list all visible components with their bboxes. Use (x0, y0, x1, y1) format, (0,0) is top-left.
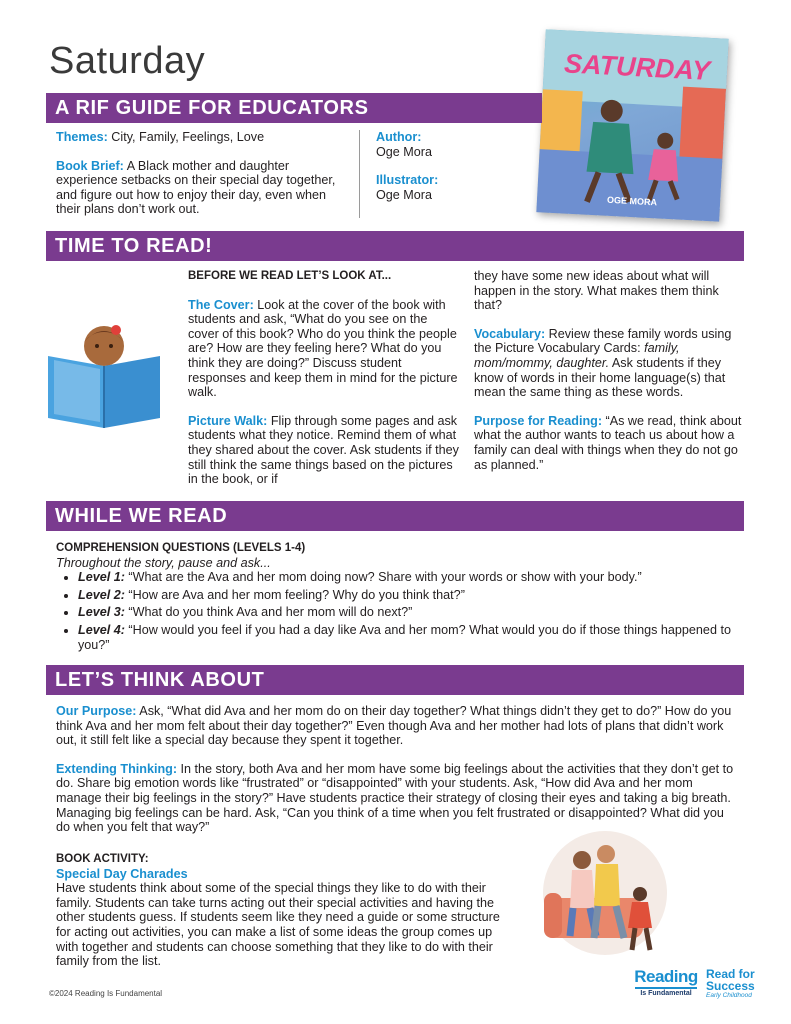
our-purpose-paragraph (56, 704, 738, 748)
comprehension-heading: COMPREHENSION QUESTIONS (LEVELS 1-4) (56, 542, 306, 554)
rif-logo-rule (635, 987, 697, 989)
question-level: Level 3: (78, 605, 125, 620)
book-brief (56, 159, 341, 217)
themes-label: Themes: (56, 130, 108, 144)
vocab-words: family, mom/mommy, daughter. (474, 341, 680, 370)
our-purpose-text: Ask, “What did Ava and her mom do on their day together? What things didn’t they get to do?” How do you think Ava and her mom felt about their day together?” Even though Ava and her mother had lots of plans that didn’t work out, it still felt like a special day because they spent it together. (56, 704, 732, 748)
vocab-text2: Ask students if they know of words in their home language(s) that mean the same thing as these words. (474, 355, 726, 400)
question-item (78, 570, 736, 585)
time-to-read-col1 (188, 269, 460, 487)
book-activity (56, 852, 508, 969)
extending-thinking-paragraph (56, 762, 738, 835)
time-to-read-col2 (474, 269, 746, 472)
question-text: “What do you think Ava and her mom will do next?” (128, 605, 413, 620)
family-illustration (540, 828, 670, 963)
rif-logo-sub: Is Fundamental (640, 990, 692, 997)
copyright: ©2024 Reading Is Fundamental (49, 989, 163, 998)
question-list (56, 570, 736, 652)
question-level: Level 2: (78, 587, 125, 602)
comprehension-intro: Throughout the story, pause and ask... (56, 555, 271, 570)
walk-text: Flip through some pages and ask students what they notice. Remind them of what they shared about the cover. Ask students if they still think the same things based on the pictures in the book, or if (188, 413, 459, 487)
while-we-read-banner: WHILE WE READ (46, 501, 744, 531)
themes-value: City, Family, Feelings, Love (111, 130, 265, 144)
walk-label: Picture Walk: (188, 413, 268, 428)
our-purpose-label: Our Purpose: (56, 704, 137, 718)
book-cover-image (536, 29, 728, 221)
book-reader-icon (46, 318, 164, 430)
illustrator-label: Illustrator: (376, 173, 439, 188)
purpose-reading-label: Purpose for Reading: (474, 413, 603, 428)
question-text: “How are Ava and her mom feeling? Why do you think that?” (128, 587, 465, 602)
author-label: Author: (376, 130, 422, 144)
activity-title: Special Day Charades (56, 866, 188, 881)
time-to-read-banner: TIME TO READ! (46, 231, 744, 261)
book-cover-art (536, 29, 728, 221)
before-heading: BEFORE WE READ LET’S LOOK AT... (188, 270, 392, 282)
purpose-reading-text: “As we read, think about what the author wants to teach us about how a family can deal with things when they do not go as planned.” (474, 413, 742, 472)
illustrator-value: Oge Mora (376, 187, 432, 202)
extending-text: In the story, both Ava and her mom have some big feelings about the activities that they don’t get to do. Share big emotion words like “frustrated” or “disappointed” with your students. Ask, “How did Ava and her mom manage their big feelings in the story?” Have students practice their strategy of closing their eyes and taking a big breath. Managing big feelings can be hard. Ask, “Can you think of a time when you felt frustrated or disappointed? What did you do when you felt that way?” (56, 761, 734, 835)
page-title: Saturday (49, 40, 206, 82)
purpose-reading-paragraph (474, 414, 746, 472)
brief-label: Book Brief: (56, 158, 124, 173)
read-for-success-logo (706, 968, 766, 999)
comprehension-section (56, 541, 736, 655)
think-about-banner: LET’S THINK ABOUT (46, 665, 744, 695)
question-text: “How would you feel if you had a day like Ava and her mom? What would you do if those things happened to you?” (78, 622, 731, 652)
guide-info (56, 130, 341, 217)
guide-divider (359, 130, 360, 218)
vocab-text1: Review these family words using the Picture Vocabulary Cards: (474, 326, 732, 356)
guide-banner: A RIF GUIDE FOR EDUCATORS (46, 93, 542, 123)
question-text: “What are the Ava and her mom doing now? Share with your words or show with your body.” (128, 570, 642, 585)
question-item (78, 623, 736, 652)
cover-author: OGE MORA (606, 194, 658, 208)
author-value: Oge Mora (376, 144, 432, 159)
walk-continued: they have some new ideas about what will happen in the story. What makes them think that? (474, 269, 719, 313)
cover-text: Look at the cover of the book with students and ask, “What do you see on the cover of this book? Who do you think the people are? How are they feeling here? What do you think they are doing?” Discuss student responses and keep them in mind for the picture walk. (188, 297, 458, 400)
vocab-label: Vocabulary: (474, 326, 546, 341)
activity-heading: BOOK ACTIVITY: (56, 853, 149, 865)
question-item (78, 605, 736, 620)
brief-text: A Black mother and daughter experience setbacks on their special day together, and figure out how to enjoy their day, even when their plans don’t work out. (56, 158, 336, 217)
rfs-line1: Read for (706, 967, 755, 981)
picture-walk-paragraph (188, 414, 460, 487)
rif-logo (633, 968, 699, 997)
question-item (78, 588, 736, 603)
rfs-line2: Success (706, 979, 755, 993)
cover-label: The Cover: (188, 297, 254, 312)
activity-text: Have students think about some of the special things they like to do with their family. Students can take turns acting out their special activities and having the other students guess. If students seem like they need a guide or some structure for acting out activities, you can make a list of some ideas the group comes up with together and students can choose something that they like to do with their family from the list. (56, 881, 500, 969)
vocabulary-paragraph (474, 327, 746, 400)
credits (376, 130, 526, 202)
think-about-section (56, 704, 738, 835)
cover-title: SATURDAY (563, 48, 711, 86)
rif-logo-word: Reading (634, 967, 698, 986)
themes-line (56, 130, 341, 145)
extending-label: Extending Thinking: (56, 761, 178, 776)
question-level: Level 1: (78, 570, 125, 585)
cover-paragraph (188, 298, 460, 400)
question-level: Level 4: (78, 622, 125, 637)
rfs-line3: Early Childhood (706, 992, 752, 999)
